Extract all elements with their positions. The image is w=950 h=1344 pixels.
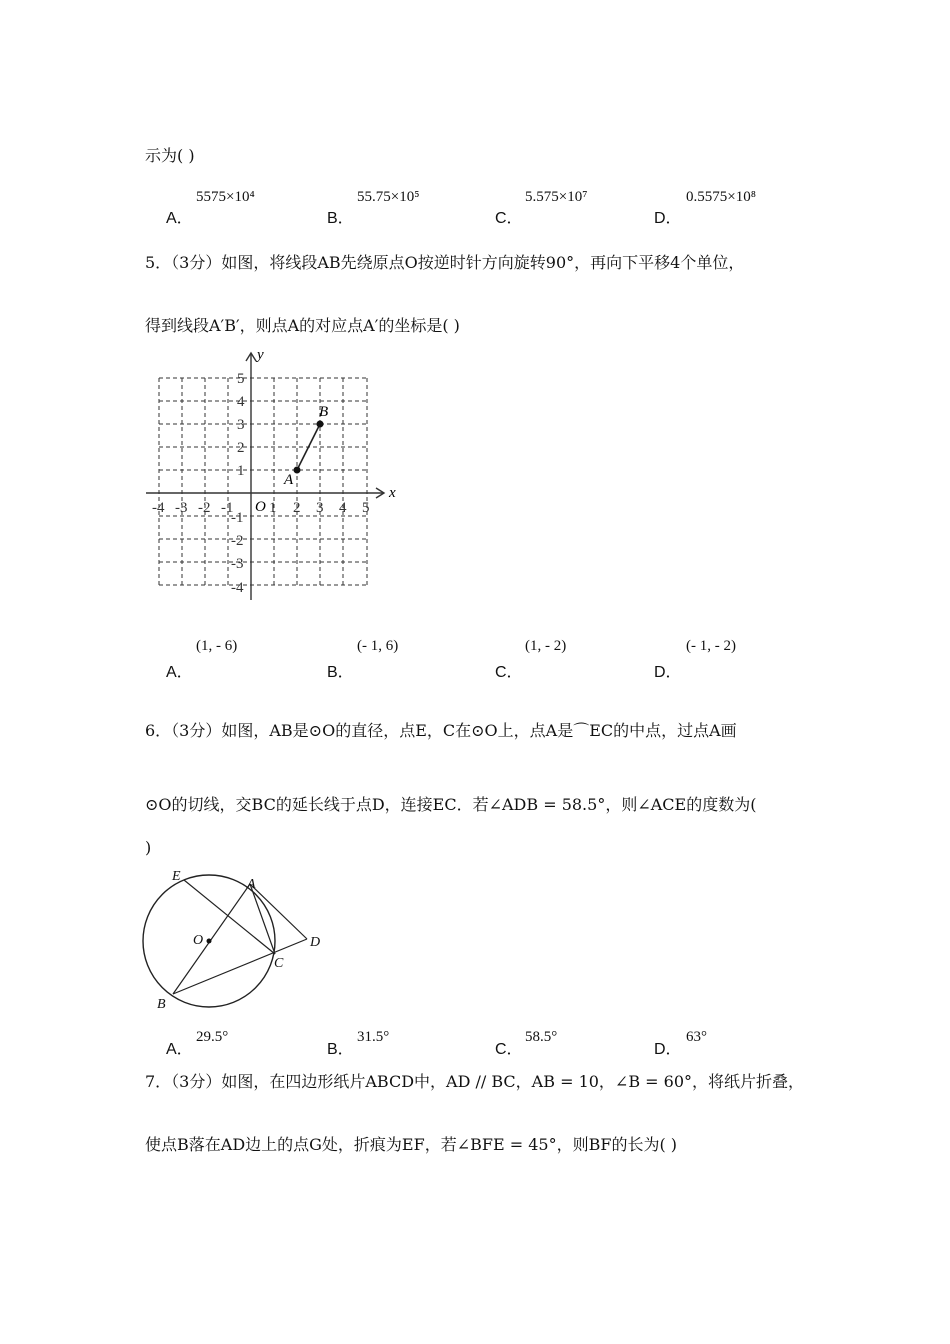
x-tick-label: 1 [269,500,277,516]
q6-option-d-value: 63° [686,1029,707,1045]
q5-option-a[interactable] [166,659,193,682]
label-a: A [247,877,256,892]
q6-option-b-value: 31.5° [357,1029,390,1045]
label-o: O [193,933,204,948]
option-label: D． [654,664,682,681]
q4-option-c-value: 5.575×10⁷ [525,189,588,205]
x-tick-label: -4 [152,500,165,516]
x-tick-label: 5 [362,500,370,516]
q4-option-a[interactable] [166,205,193,228]
y-tick-label: 4 [237,394,245,410]
q4-option-b-value: 55.75×10⁵ [357,189,420,205]
point-b [317,421,324,428]
x-axis-label: x [389,485,396,501]
option-label: A． [166,210,193,227]
option-label: B． [327,1041,354,1058]
tangent-ad [250,884,307,939]
q5-option-a-value: (1, - 6) [196,638,238,654]
option-label: C． [495,664,523,681]
y-tick-label: -4 [231,580,244,596]
q5-stem-line1: 5．（3分）如图，将线段AB先绕原点O按逆时针方向旋转90°，再向下平移4个单位， [145,253,745,272]
label-e: E [172,869,181,884]
point-a [294,467,301,474]
q4-option-a-value: 5575×10⁴ [196,189,255,205]
y-tick-label: 2 [237,440,245,456]
q6-circle-figure [135,862,335,1012]
q5-option-d-value: (- 1, - 2) [686,638,736,654]
y-tick-label: 5 [237,371,245,387]
y-tick-label: -2 [231,533,244,549]
diameter-ab [173,884,250,994]
y-tick-label: -3 [231,556,244,572]
q6-option-a[interactable] [166,1036,193,1059]
y-tick-label: -1 [231,510,244,526]
option-label: A． [166,664,193,681]
q6-option-a-value: 29.5° [196,1029,229,1045]
q4-option-d[interactable] [654,205,682,228]
y-tick-label: 3 [237,417,245,433]
option-label: C． [495,210,523,227]
q4-tail: 示为( ) [145,146,195,165]
q6-option-c[interactable] [495,1036,523,1059]
x-tick-label: 2 [293,500,301,516]
x-tick-label: -2 [198,500,211,516]
q7-stem-line1: 7．（3分）如图，在四边形纸片ABCD中，AD // BC，AB = 10，∠B = 60°，将纸片折叠， [145,1072,805,1091]
q6-option-d[interactable] [654,1036,682,1059]
label-d: D [310,935,321,950]
q6-stem-line2: ⊙O的切线，交BC的延长线于点D，连接EC．若∠ADB = 58.5°，则∠ACE的度数为( [145,795,757,814]
y-axis-label: y [257,347,264,363]
option-label: D． [654,1041,682,1058]
q4-option-d-value: 0.5575×10⁸ [686,189,756,205]
q5-coordinate-graph [140,345,400,605]
q6-stem-line1: 6．（3分）如图，AB是⊙O的直径，点E，C在⊙O上，点A是⌒EC的中点，过点A画 [145,721,737,740]
q5-option-b-value: (- 1, 6) [357,638,399,654]
option-label: A． [166,1041,193,1058]
option-label: D． [654,210,682,227]
q5-option-b[interactable] [327,659,354,682]
q4-option-c[interactable] [495,205,523,228]
x-tick-label: 4 [339,500,347,516]
option-label: B． [327,664,354,681]
q5-option-c[interactable] [495,659,523,682]
origin-label: O [255,499,266,515]
y-tick-label: 1 [237,463,245,479]
q7-stem-line2: 使点B落在AD边上的点G处，折痕为EF，若∠BFE = 45°，则BF的长为( ) [145,1135,678,1154]
grid-lines [159,378,367,585]
option-label: C． [495,1041,523,1058]
q4-option-b[interactable] [327,205,354,228]
point-b-label: B [319,404,329,420]
option-label: B． [327,210,354,227]
q6-stem-line3: ) [145,838,152,857]
point-a-label: A [284,472,294,488]
q5-option-d[interactable] [654,659,682,682]
q5-stem-line2: 得到线段A′B′，则点A的对应点A′的坐标是( ) [145,316,460,335]
label-b: B [157,997,166,1012]
x-tick-label: -1 [221,500,234,516]
x-tick-label: -3 [175,500,188,516]
label-c: C [274,956,284,971]
x-tick-label: 3 [316,500,324,516]
q6-option-b[interactable] [327,1036,354,1059]
q6-option-c-value: 58.5° [525,1029,558,1045]
center-point [207,939,212,944]
q5-option-c-value: (1, - 2) [525,638,567,654]
